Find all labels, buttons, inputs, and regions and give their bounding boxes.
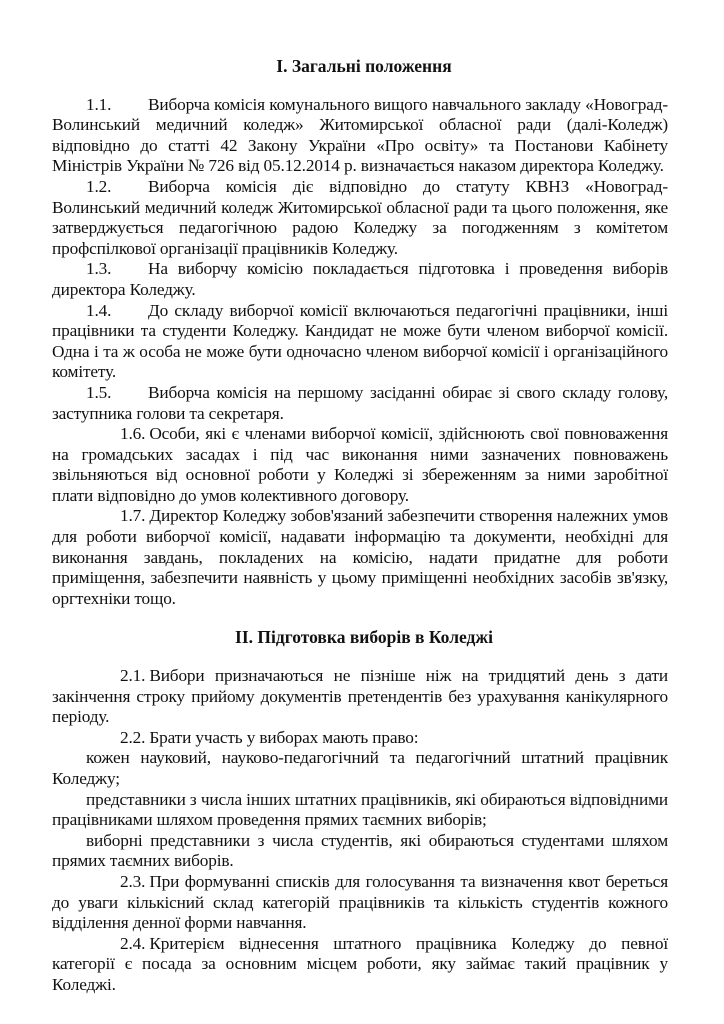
paragraph-1-5 bbox=[52, 383, 668, 424]
paragraph-text: До складу виборчої комісії включаються педагогічні працівники, інші працівники та студенти Коледжу. Кандидат не може бути членом виборчої комісії. Одна і та ж особа не може бути одночасно членом виборчої комісії і організаційного комітету. bbox=[52, 300, 668, 382]
paragraph-1-6 bbox=[52, 424, 668, 506]
paragraph-text: Виборча комісія комунального вищого навчального закладу «Новоград-Волинський медичний коледж» Житомирської обласної ради (далі-Коледж) відповідно до статті 42 Закону України «Про освіту» та Постанови Кабінету Міністрів України № 726 від 05.12.2014 р. визначається наказом директора Коледжу. bbox=[52, 94, 668, 176]
paragraph-2-2 bbox=[52, 728, 668, 749]
paragraph-1-1 bbox=[52, 95, 668, 177]
paragraph-1-7 bbox=[52, 506, 668, 609]
paragraph-number: 1.7. bbox=[120, 506, 146, 526]
paragraph-text: Директор Коледжу зобов'язаний забезпечити створення належних умов для роботи виборчої комісії, надавати інформацію та документи, необхідні для виконання завдань, покладених на комісію, надати придатне для роботи приміщення, забезпечити наявність у цьому приміщенні необхідних засобів зв'язку, оргтехніки тощо. bbox=[52, 506, 668, 608]
paragraph-text: представники з числа інших штатних працівників, які обираються відповідними працівниками шляхом проведення прямих таємних виборів; bbox=[52, 789, 668, 830]
paragraph-number: 2.3. bbox=[120, 871, 146, 891]
paragraph-1-2 bbox=[52, 177, 668, 259]
paragraph-number: 2.2. bbox=[120, 727, 146, 747]
paragraph-number: 1.1. bbox=[86, 94, 112, 114]
paragraph-text: кожен науковий, науково-педагогічний та педагогічний штатний працівник Коледжу; bbox=[52, 748, 668, 788]
paragraph-text: Критерієм віднесення штатного працівника Коледжу до певної категорії є посада за основним місцем роботи, яку займає такий працівник у Коледжі. bbox=[52, 933, 668, 994]
paragraph-number: 1.3. bbox=[86, 259, 112, 279]
document-page bbox=[52, 0, 668, 996]
paragraph-text: При формуванні списків для голосування та визначення квот береться до уваги кількісний склад категорій працівників та кількість студентів кожного відділення денної форми навчання. bbox=[52, 871, 668, 933]
section-heading-general-provisions: I. Загальні положення bbox=[276, 56, 452, 76]
paragraph-number: 1.4. bbox=[86, 300, 112, 320]
paragraph-text: Особи, які є членами виборчої комісії, здійснюють свої повноваження на громадських засадах і під час виконання ними зазначених повноважень звільняються від основної роботи у Коледжі зі збереженням за ними заробітної плати відповідно до умов колективного договору. bbox=[52, 424, 668, 505]
paragraph-text: Брати участь у виборах мають право: bbox=[149, 727, 419, 747]
paragraph-number: 2.4. bbox=[120, 933, 146, 953]
paragraph-text: Вибори призначаються не пізніше ніж на тридцятий день з дати закінчення строку прийому документів претендентів без урахування канікулярного періоду. bbox=[52, 666, 668, 727]
paragraph-1-3 bbox=[52, 259, 668, 300]
paragraph-number: 1.2. bbox=[86, 176, 112, 196]
paragraph-2-4 bbox=[52, 934, 668, 996]
list-item-scientific-staff bbox=[52, 748, 668, 789]
paragraph-number: 1.5. bbox=[86, 382, 112, 402]
paragraph-text: Виборча комісія на першому засіданні обирає зі свого складу голову, заступника голови та секретаря. bbox=[52, 382, 668, 423]
paragraph-text: виборні представники з числа студентів, які обираються студентами шляхом прямих таємних виборів. bbox=[52, 830, 668, 871]
list-item-student-representatives bbox=[52, 831, 668, 872]
section-body-election-preparation bbox=[52, 666, 668, 996]
section-body-general-provisions bbox=[52, 95, 668, 610]
paragraph-2-1 bbox=[52, 666, 668, 728]
paragraph-2-3 bbox=[52, 872, 668, 934]
paragraph-text: На виборчу комісію покладається підготовка і проведення виборів директора Коледжу. bbox=[52, 259, 668, 299]
section-heading-election-preparation: II. Підготовка виборів в Коледжі bbox=[235, 627, 493, 648]
paragraph-number: 1.6. bbox=[120, 424, 146, 444]
paragraph-1-4 bbox=[52, 301, 668, 383]
paragraph-text: Виборча комісія діє відповідно до статуту КВНЗ «Новоград-Волинський медичний коледж Житомирської обласної ради та цього положення, яке затверджується педагогічною радою Коледжу за погодженням з комітетом профспілкової організації працівників Коледжу. bbox=[52, 176, 668, 258]
paragraph-number: 2.1. bbox=[120, 666, 146, 686]
list-item-other-staff bbox=[52, 790, 668, 831]
